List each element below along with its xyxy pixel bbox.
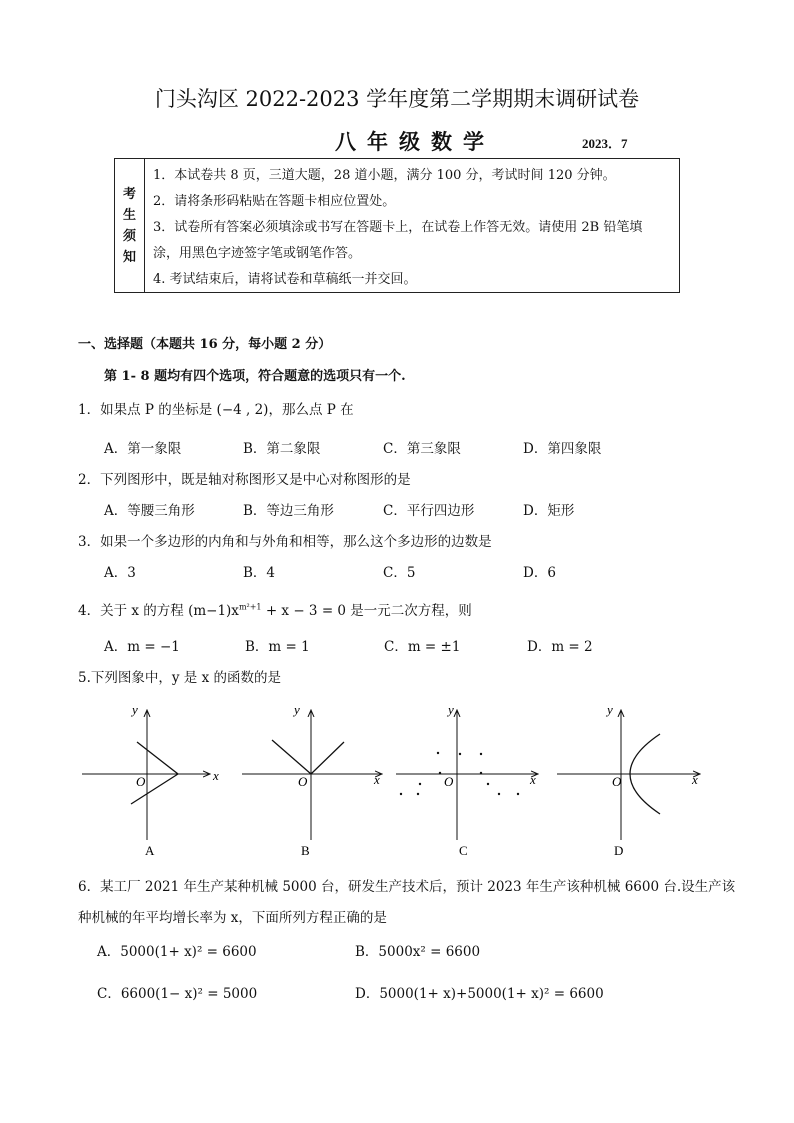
- graph-b-curve: [272, 740, 344, 774]
- question-6-stem-line2: 种机械的年平均增长率为 x，下面所列方程正确的是: [78, 910, 387, 926]
- graph-a-y-label: y: [132, 702, 138, 717]
- graph-d: [557, 702, 700, 840]
- question-6-stem-line1: 6．某工厂 2021 年生产某种机械 5000 台，研发生产技术后，预计 2023 年生产该种机械 6600 台.设生产该: [78, 879, 736, 895]
- q4-option-c: C．m = ±1: [384, 639, 461, 655]
- q3-option-c: C．5: [383, 565, 416, 581]
- notice-item: 2．请将条形码粘贴在答题卡相应位置处。: [153, 194, 396, 209]
- section-heading: 一、选择题（本题共 16 分，每小题 2 分）: [78, 337, 332, 352]
- q3-option-a: A．3: [104, 565, 136, 581]
- section-instruction: 第 1- 8 题均有四个选项，符合题意的选项只有一个.: [104, 369, 406, 384]
- graph-a-label: A: [145, 843, 155, 858]
- question-2-stem: 2．下列图形中，既是轴对称图形又是中心对称图形的是: [78, 472, 411, 488]
- graph-d-origin: O: [612, 774, 622, 789]
- q1-option-a: A．第一象限: [104, 441, 182, 457]
- graph-d-y-label: y: [607, 702, 613, 717]
- graph-c-x-label: x: [530, 772, 536, 787]
- q1-option-b: B．第二象限: [243, 441, 321, 457]
- notice-item: 1．本试卷共 8 页，三道大题，28 道小题，满分 100 分，考试时间 120 分钟。: [153, 168, 616, 183]
- q4-option-a: A．m = −1: [104, 639, 180, 655]
- q4-stem-suffix: + x − 3 = 0 是一元二次方程，则: [261, 603, 472, 619]
- question-1-stem: 1．如果点 P 的坐标是 (−4 , 2)，那么点 P 在: [78, 402, 354, 418]
- graph-d-label: D: [614, 843, 624, 858]
- graph-b-y-label: y: [294, 702, 300, 717]
- graph-a: [82, 702, 219, 840]
- q1-option-c: C．第三象限: [383, 441, 461, 457]
- graph-c: [396, 702, 538, 840]
- q4-option-b: B．m = 1: [245, 639, 310, 655]
- q6-option-a: A．5000(1+ x)² = 6600: [97, 944, 257, 960]
- notice-item: 3．试卷所有答案必须填涂或书写在答题卡上，在试卷上作答无效。请使用 2B 铅笔填: [153, 220, 643, 235]
- exam-title: 门头沟区 2022-2023 学年度第二学期期末调研试卷: [154, 87, 640, 111]
- graph-a-origin: O: [136, 774, 146, 789]
- q2-option-a: A．等腰三角形: [104, 503, 195, 519]
- graph-c-y-label: y: [448, 702, 454, 717]
- graph-c-label: C: [459, 843, 468, 858]
- notice-body: [153, 163, 642, 293]
- q3-option-d: D．6: [523, 565, 556, 581]
- exam-subject: 八年级数学: [335, 129, 495, 154]
- q2-option-c: C．平行四边形: [383, 503, 475, 519]
- graph-b-label: B: [301, 843, 310, 858]
- q4-option-d: D．m = 2: [527, 639, 593, 655]
- notice-label-cell: [115, 159, 145, 292]
- q6-option-b: B．5000x² = 6600: [355, 944, 481, 960]
- q6-option-d: D．5000(1+ x)+5000(1+ x)² = 6600: [355, 986, 604, 1002]
- graph-b-x-label: x: [374, 772, 380, 787]
- graph-c-origin: O: [444, 774, 454, 789]
- q4-stem-prefix: 4．关于 x 的方程 (m−1)x: [78, 603, 239, 619]
- notice-item: 涂，用黑色字迹签字笔或钢笔作答。: [153, 246, 362, 261]
- q1-option-d: D．第四象限: [523, 441, 602, 457]
- graph-d-x-label: x: [692, 772, 698, 787]
- notice-box: [114, 158, 680, 293]
- question-5-stem: 5.下列图象中，y 是 x 的函数的是: [78, 670, 281, 686]
- notice-label: 考生须知: [122, 186, 136, 265]
- q6-option-c: C．6600(1− x)² = 5000: [97, 986, 258, 1002]
- q2-option-d: D．矩形: [523, 503, 575, 519]
- graph-a-x-label: x: [213, 768, 219, 783]
- exam-date: 2023．7: [582, 136, 628, 151]
- graph-a-curve: [131, 742, 178, 804]
- q3-option-b: B．4: [243, 565, 276, 581]
- q4-stem-exponent: m²+1: [238, 602, 262, 612]
- notice-item: 4. 考试结束后，请将试卷和草稿纸一并交回。: [153, 272, 417, 287]
- question-3-stem: 3．如果一个多边形的内角和与外角和相等，那么这个多边形的边数是: [78, 534, 492, 550]
- graph-b: [242, 702, 382, 840]
- question-4-stem: [78, 599, 472, 619]
- q2-option-b: B．等边三角形: [243, 503, 334, 519]
- graph-b-origin: O: [298, 774, 308, 789]
- q5-graphs: [0, 690, 794, 860]
